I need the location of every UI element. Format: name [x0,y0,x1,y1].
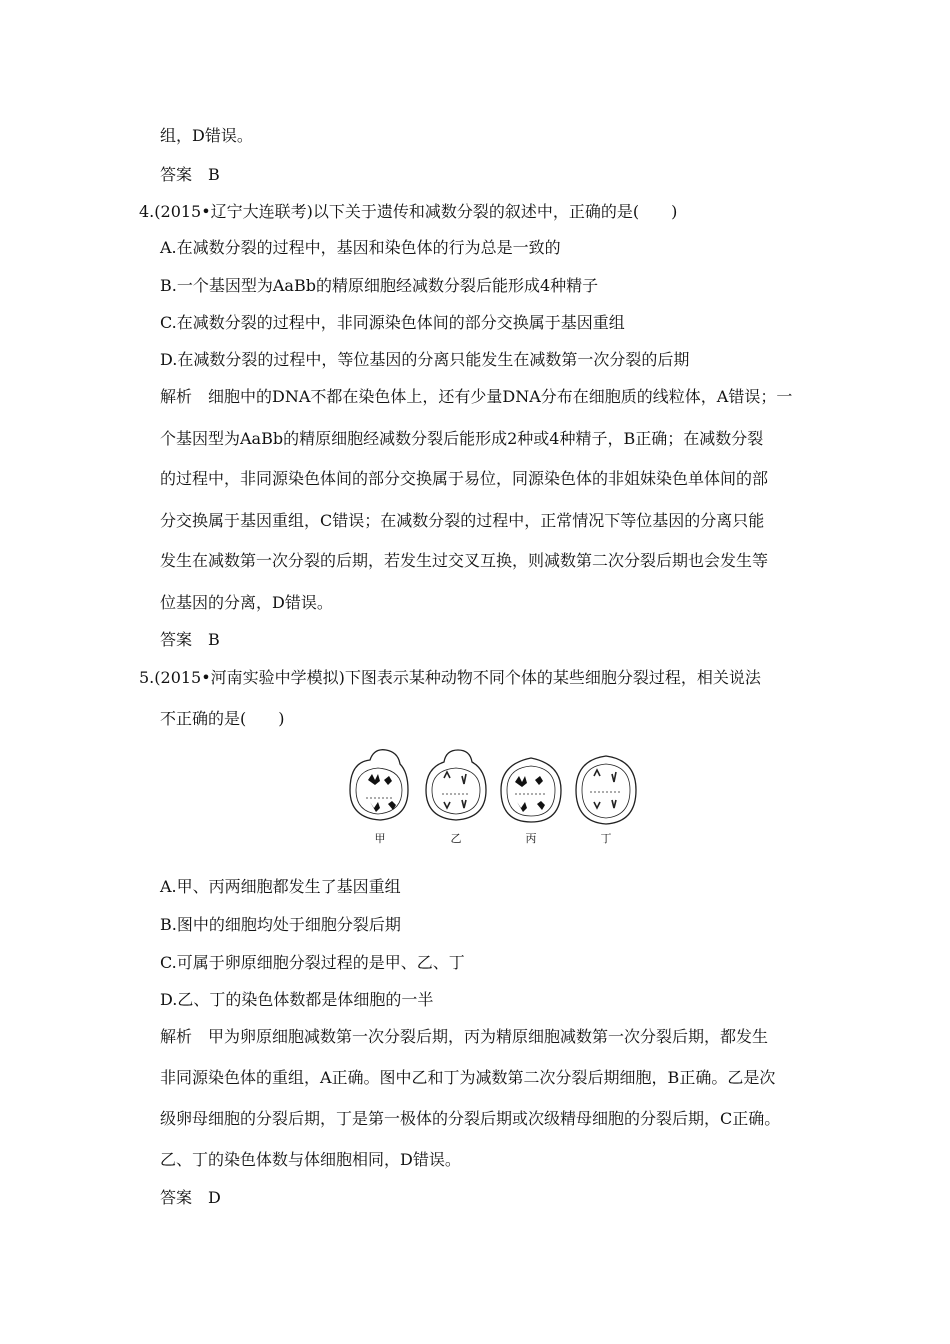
question-5-stem: 5.(2015•河南实验中学模拟)下图表示某种动物不同个体的某些细胞分裂过程，相关说法 [139,668,761,687]
option-5b: B.图中的细胞均处于细胞分裂后期 [160,915,401,934]
option-4c: C.在减数分裂的过程中，非同源染色体间的部分交换属于基因重组 [160,313,625,332]
explanation-5-line: 乙、丁的染色体数与体细胞相同，D错误。 [160,1150,461,1169]
answer-line: 答案 B [160,630,220,649]
option-5c: C.可属于卵原细胞分裂过程的是甲、乙、丁 [160,953,465,972]
answer-line: 答案 B [160,165,220,184]
option-4d: D.在减数分裂的过程中，等位基因的分离只能发生在减数第一次分裂的后期 [160,350,690,369]
explanation-line: 组，D错误。 [160,126,253,145]
cell-ding [576,756,636,824]
question-4-stem: 4.(2015•辽宁大连联考)以下关于遗传和减数分裂的叙述中，正确的是( ) [139,202,678,221]
figure-label-jia: 甲 [374,832,386,845]
answer-line: 答案 D [160,1188,221,1207]
explanation-4-line: 的过程中，非同源染色体间的部分交换属于易位，同源染色体的非姐妹染色单体间的部 [160,469,769,488]
explanation-4-line: 发生在减数第一次分裂的后期，若发生过交叉互换，则减数第二次分裂后期也会发生等 [160,551,769,570]
figure-label-bing: 丙 [525,832,537,845]
cell-bing [501,758,561,822]
option-5d: D.乙、丁的染色体数都是体细胞的一半 [160,990,434,1009]
question-5-stem-cont: 不正确的是( ) [160,709,285,728]
explanation-5-line: 级卵母细胞的分裂后期，丁是第一极体的分裂后期或次级精母细胞的分裂后期，C正确。 [160,1109,781,1128]
explanation-4-line: 解析 细胞中的DNA不都在染色体上，还有少量DNA分布在细胞质的线粒体，A错误；一 [160,387,793,406]
figure-label-yi: 乙 [450,832,462,845]
explanation-5-line: 解析 甲为卵原细胞减数第一次分裂后期，丙为精原细胞减数第一次分裂后期，都发生 [160,1027,769,1046]
option-5a: A.甲、丙两细胞都发生了基因重组 [160,877,401,896]
option-4b: B.一个基因型为AaBb的精原细胞经减数分裂后能形成4种精子 [160,276,599,295]
cell-division-figure [340,742,640,852]
explanation-5-line: 非同源染色体的重组，A正确。图中乙和丁为减数第二次分裂后期细胞，B正确。乙是次 [160,1068,776,1087]
explanation-4-line: 分交换属于基因重组，C错误；在减数分裂的过程中，正常情况下等位基因的分离只能 [160,511,765,530]
option-4a: A.在减数分裂的过程中，基因和染色体的行为总是一致的 [160,238,561,257]
cell-jia [350,750,408,820]
figure-label-ding: 丁 [600,832,612,845]
explanation-4-line: 位基因的分离，D错误。 [160,593,333,612]
explanation-4-line: 个基因型为AaBb的精原细胞经减数分裂后能形成2种或4种精子，B正确；在减数分裂 [160,429,764,448]
cell-yi [426,750,486,820]
